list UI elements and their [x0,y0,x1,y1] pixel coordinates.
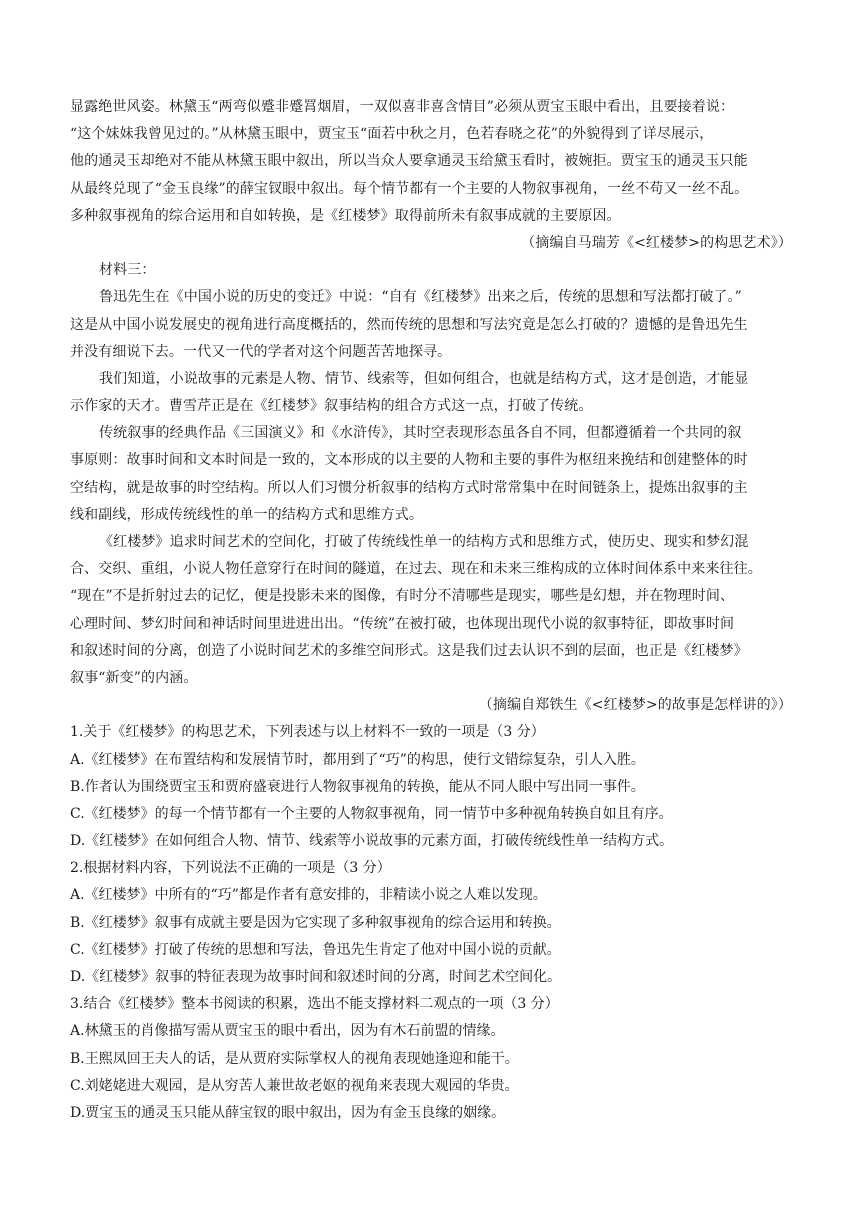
section-heading: 材料三： [99,262,156,279]
text-line: 他的通灵玉却绝对不能从林黛玉眼中叙出，所以当众人要拿通灵玉给黛玉看时，被婉拒。贾宝玉的通灵玉只能 [70,153,748,170]
text-line: “这个妹妹我曾见过的。”从林黛玉眼中，贾宝玉“面若中秋之月，色若春晓之花”的外貌得到了详尽展示， [70,126,714,143]
text-line: 《红楼梦》追求时间艺术的空间化，打破了传统线性单一的结构方式和思维方式，使历史、现实和梦幻混 [99,534,749,550]
answer-option: A.林黛玉的肖像描写需从贾宝玉的眼中看出，因为有木石前盟的情缘。 [70,1023,505,1040]
answer-option: C.刘姥姥进大观园，是从穷苦人兼世故老妪的视角来表现大观园的华贵。 [70,1077,519,1094]
text-line: 心理时间、梦幻时间和神话时间里进进出出。“传统”在被打破，也体现出现代小说的叙事特征，即故事时间 [70,615,735,632]
text-line: 显露绝世风姿。林黛玉“两弯似蹙非蹙罥烟眉，一双似喜非喜含情目”必须从贾宝玉眼中看出，且要接着说： [70,99,735,115]
answer-option: B.作者认为围绕贾宝玉和贾府盛衰进行人物叙事视角的转换，能从不同人眼中写出同一事件。 [70,778,645,795]
text-line: 我们知道，小说故事的元素是人物、情节、线索等，但如何组合，也就是结构方式，这才是创造，才能显 [99,370,749,387]
text-line: 多种叙事视角的综合运用和自如转换，是《红楼梦》取得前所未有叙事成就的主要原因。 [70,207,621,224]
answer-option: C.《红楼梦》的每一个情节都有一个主要的人物叙事视角，同一情节中多种视角转换自如且有序。 [70,805,673,822]
source-citation: （摘编自郑铁生《<红楼梦>的故事是怎样讲的》） [478,697,792,714]
answer-option: D.《红楼梦》叙事的特征表现为故事时间和叙述时间的分离，时间艺术空间化。 [70,969,562,985]
text-line: 鲁迅先生在《中国小说的历史的变迁》中说：“自有《红楼梦》出来之后，传统的思想和写法都打破了。” [99,289,742,306]
text-line: 从最终兑现了“金玉良缘”的薛宝钗眼中叙出。每个情节都有一个主要的人物叙事视角，一丝不苟又一丝不乱。 [70,180,749,197]
text-line: 并没有细说下去。一代又一代的学者对这个问题苦苦地探寻。 [70,343,452,360]
question-stem: 2.根据材料内容，下列说法不正确的一项是（3 分） [70,860,391,877]
text-line: 空结构，就是故事的时空结构。所以人们习惯分析叙事的结构方式时常常集中在时间链条上，提炼出叙事的主 [70,479,748,496]
text-line: 事原则：故事时间和文本时间是一致的，文本形成的以主要的人物和主要的事件为枢纽来挽结和创建整体的时 [70,452,748,469]
document-page [70,94,792,1127]
text-line: 叙事“新变”的内涵。 [70,669,198,686]
text-line: 合、交织、重组，小说人物任意穿行在时间的隧道，在过去、现在和未来三维构成的立体时间体系中来来往往。 [70,561,762,578]
text-line: 和叙述时间的分离，创造了小说时间艺术的多维空间形式。这是我们过去认识不到的层面，也正是《红楼梦》 [70,642,748,659]
text-line: 示作家的天才。曹雪芹正是在《红楼梦》叙事结构的组合方式这一点，打破了传统。 [70,398,593,415]
question-stem: 1.关于《红楼梦》的构思艺术，下列表述与以上材料不一致的一项是（3 分） [70,724,545,741]
answer-option: A.《红楼梦》中所有的“巧”都是作者有意安排的，非精读小说之人难以发现。 [70,887,547,904]
answer-option: B.《红楼梦》叙事有成就主要是因为它实现了多种叙事视角的综合运用和转换。 [70,914,561,931]
answer-option: C.《红楼梦》打破了传统的思想和写法，鲁迅先生肯定了他对中国小说的贡献。 [70,941,561,958]
answer-option: A.《红楼梦》在布置结构和发展情节时，都用到了“巧”的构思，使行文错综复杂，引人入胜。 [70,751,645,768]
text-line: 这是从中国小说发展史的视角进行高度概括的，然而传统的思想和写法究竟是怎么打破的？遗憾的是鲁迅先生 [70,316,748,333]
answer-option: D.《红楼梦》在如何组合人物、情节、线索等小说故事的元素方面，打破传统线性单一结构方式。 [70,833,674,850]
text-line: “现在”不是折射过去的记忆，便是投影未来的图像，有时分不清哪些是现实，哪些是幻想，并在物理时间、 [70,588,735,605]
source-citation: （摘编自马瑞芳《<红楼梦>的构思艺术》） [521,234,792,251]
answer-option: D.贾宝玉的通灵玉只能从薛宝钗的眼中叙出，因为有金玉良缘的姻缘。 [70,1104,506,1121]
text-line: 线和副线，形成传统线性的单一的结构方式和思维方式。 [70,506,423,523]
text-line: 传统叙事的经典作品《三国演义》和《水浒传》，其时空表现形态虽各自不同，但都遵循着一个共同的叙 [99,425,742,442]
answer-option: B.王熙凤回王夫人的话，是从贾府实际掌权人的视角表现她逢迎和能干。 [70,1050,519,1067]
question-stem: 3.结合《红楼梦》整本书阅读的积累，选出不能支撑材料二观点的一项（3 分） [70,996,559,1013]
